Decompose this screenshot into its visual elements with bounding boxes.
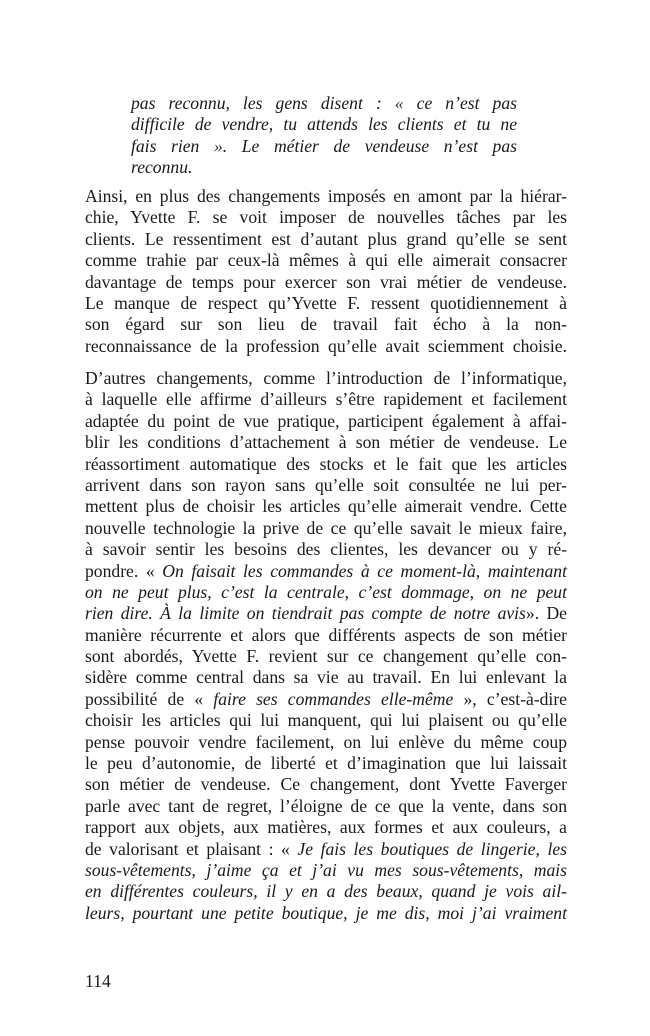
text-line [85,336,567,357]
text-line [85,839,567,860]
body-text: ». De [525,603,567,624]
body-text: son égard sur son lieu de travail fait écho à la non- [85,314,567,335]
text-line [85,432,567,453]
italic-quote-text: pas reconnu, les gens disent : « ce n’est pas [131,93,517,113]
text-line [85,250,567,271]
text-line [85,272,567,293]
body-text: reconnaissance de la profession qu’elle avait sciemment choisie. [85,335,567,356]
body-text: de valorisant et plaisant : « [85,838,298,859]
text-line [85,582,567,603]
text-line [85,710,567,731]
italic-quote-text: rien dire. À la limite on tiendrait pas compte de notre avis [85,603,526,624]
text-line [131,136,517,157]
text-line [85,817,567,838]
body-text: son métier de vendeuse. Ce changement, dont Yvette Faverger [85,774,567,795]
text-line [85,796,567,817]
block-quote [131,93,517,179]
text-line [85,518,567,539]
italic-quote-text: en différentes couleurs, il y en a des beaux, quand je vois ail- [85,881,567,902]
body-text: parle avec tant de regret, l’éloigne de ce que la vente, dans son [85,795,567,816]
body-text: nouvelle technologie la prive de ce qu’elle savait le mieux faire, [85,517,567,538]
body-text: davantage de temps pour exercer son vrai métier de vendeuse. [85,271,567,292]
body-text: D’autres changements, comme l’introduction de l’informatique, [85,368,567,388]
body-text: arrivent dans son rayon sans qu’elle soit consultée ne lui per- [85,474,567,495]
text-line [85,603,567,624]
text-line [85,625,567,646]
text-line [85,496,567,517]
body-text: choisir les articles qui lui manquent, qui lui plaisent ou qu’elle [85,710,567,731]
text-line [85,293,567,314]
page-number: 114 [85,971,111,991]
body-text: », c’est-à-dire [453,688,567,709]
body-text: sidère comme central dans sa vie au travail. En lui enlevant la [85,667,567,688]
text-line [85,475,567,496]
italic-quote-text: On faisait les commandes à ce moment-là, maintenant [162,560,567,581]
italic-quote-text: sous-vêtements, j’aime ça et j’ai vu mes sous-vêtements, mais [85,859,567,880]
italic-quote-text: faire ses commandes elle-même [213,688,454,709]
body-text: possibilité de « [85,688,214,709]
text-line [131,93,517,114]
body-text: chie, Yvette F. se voit imposer de nouvelles tâches par les [85,207,567,228]
text-line [131,157,517,178]
italic-quote-text: Je fais les boutiques de lingerie, les [297,838,567,859]
italic-quote-text: difficile de vendre, tu attends les clients et tu ne [131,114,517,135]
body-text: Ainsi, en plus des changements imposés en amont par la hiérar- [85,186,567,206]
body-text: à savoir sentir les besoins des clientes, les devancer ou y ré- [85,539,567,560]
text-line [85,539,567,560]
body-text: réassortiment automatique des stocks et le fait que les articles [85,453,567,474]
body-text: rapport aux objets, aux matières, aux formes et aux couleurs, a [85,817,567,838]
body-text: blir les conditions d’attachement à son métier de vendeuse. Le [85,432,567,453]
text-line [85,881,567,902]
text-line [85,753,567,774]
text-line [85,667,567,688]
text-line [85,860,567,881]
paragraph-1 [85,186,567,357]
body-text: sont abordés, Yvette F. revient sur ce changement qu’elle con- [85,646,567,667]
text-line [85,689,567,710]
text-line [131,114,517,135]
text-line [85,186,567,207]
body-text: adaptée du point de vue pratique, participent également à affai- [85,410,567,431]
body-text: pondre. « [85,560,163,581]
italic-quote-text: leurs, pourtant une petite boutique, je me dis, moi j’ai vraiment [85,902,567,923]
text-line [85,229,567,250]
text-line [85,207,567,228]
body-text: mettent plus de choisir les articles qu’elle aimerait vendre. Cette [85,496,567,517]
body-text: manière récurrente et alors que différents aspects de son métier [85,624,567,645]
body-text: le peu d’autonomie, de liberté et d’imagination que lui laissait [85,753,567,774]
body-text: clients. Le ressentiment est d’autant plus grand qu’elle se sent [85,228,567,249]
text-line [85,368,567,389]
italic-quote-text: on ne peut plus, c’est la centrale, c’est dommage, on ne peut [85,581,567,602]
text-line [85,646,567,667]
body-text: pense pouvoir vendre facilement, on lui enlève du même coup [85,731,567,752]
text-line [85,411,567,432]
text-line [85,903,567,924]
text-line [85,732,567,753]
body-text: comme trahie par ceux-là mêmes à qui elle aimerait consacrer [85,250,567,271]
italic-quote-text: reconnu. [131,157,193,178]
text-line [85,774,567,795]
body-text: à laquelle elle affirme d’ailleurs s’être rapidement et facilement [85,389,567,410]
italic-quote-text: fais rien ». Le métier de vendeuse n’est pas [131,135,517,156]
paragraph-2 [85,368,567,924]
body-text: Le manque de respect qu’Yvette F. ressent quotidiennement à [85,292,567,313]
text-line [85,454,567,475]
text-line [85,389,567,410]
text-line [85,561,567,582]
text-line [85,314,567,335]
